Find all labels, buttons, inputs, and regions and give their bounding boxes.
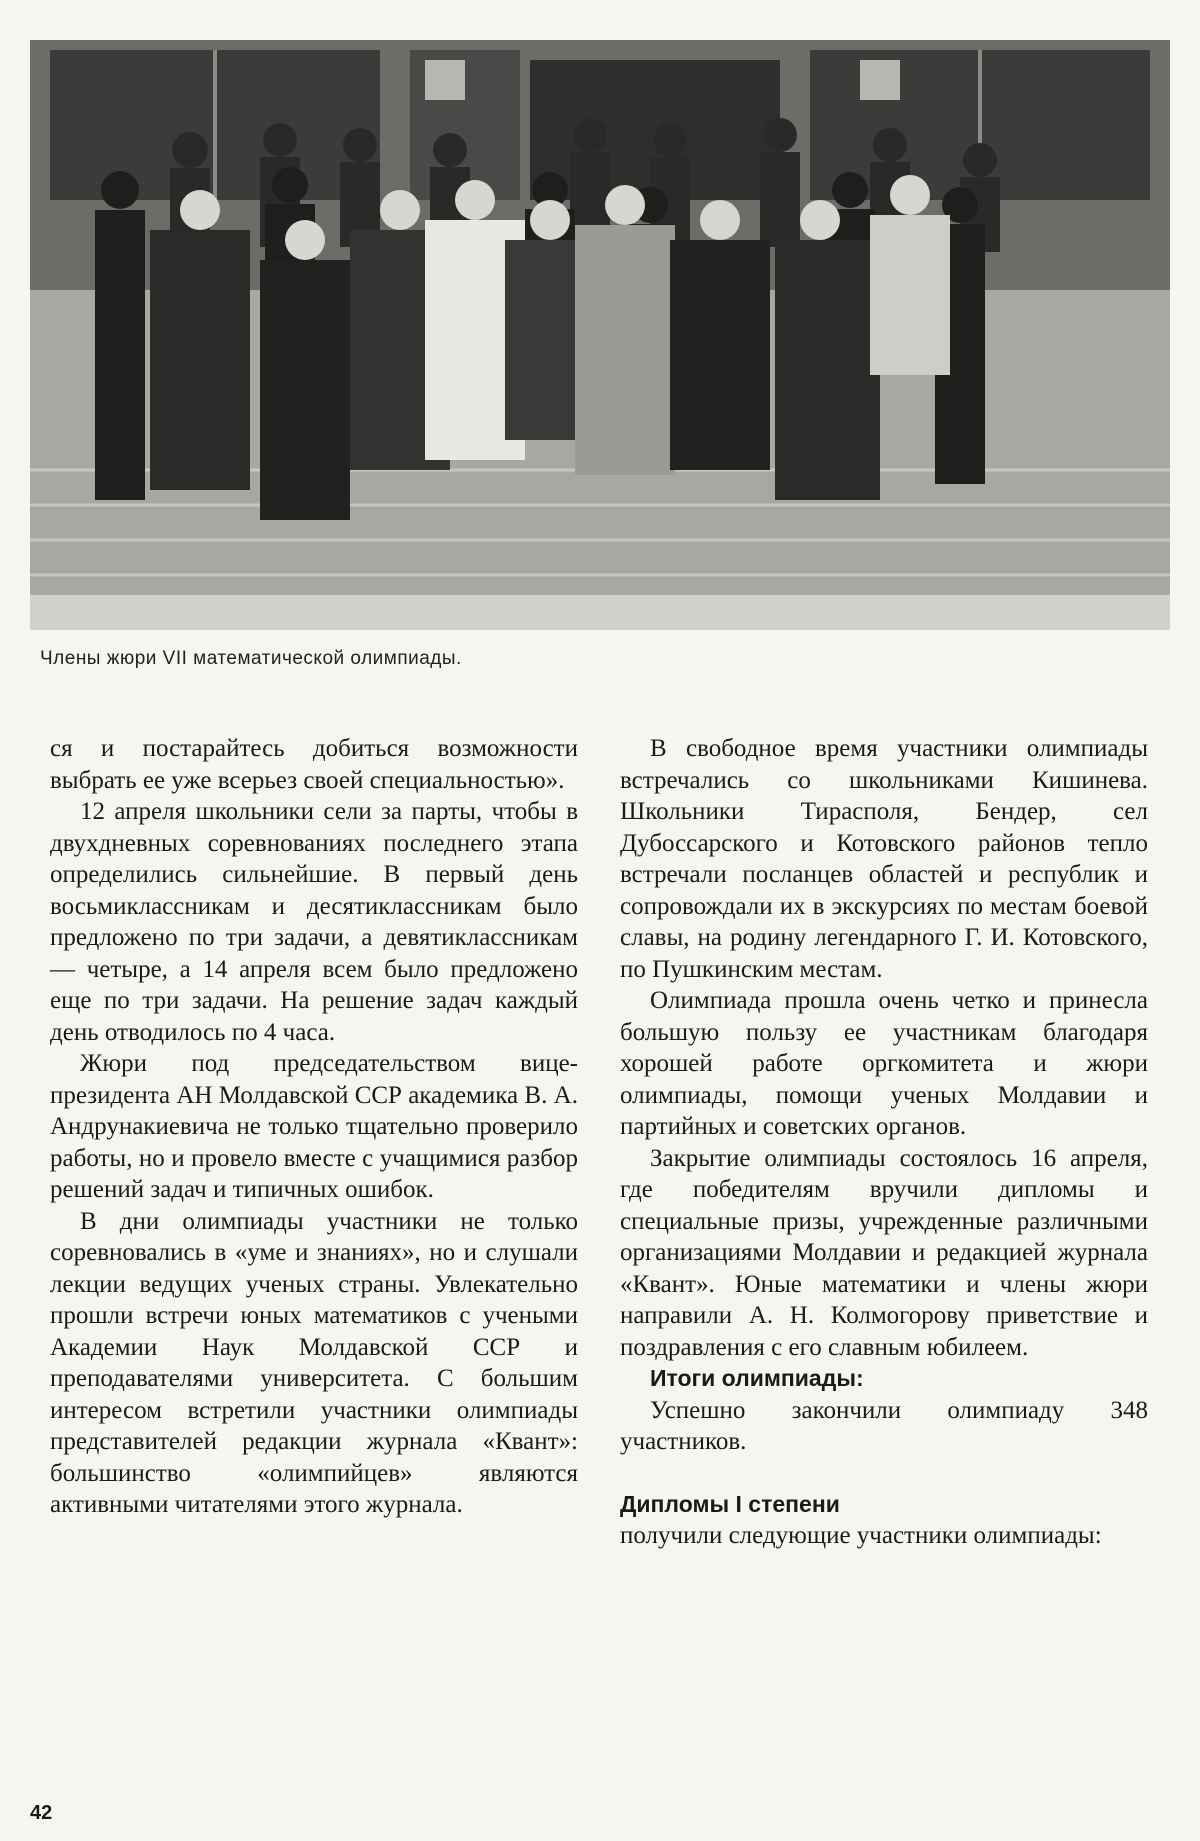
left-text-column	[50, 733, 578, 1521]
diploma-heading: Дипломы I степени	[620, 1490, 840, 1517]
results-text: Успешно закончили олимпиаду 348 участников.	[620, 1396, 1148, 1455]
page-number: 42	[30, 1802, 53, 1824]
photo-illustration	[30, 40, 1170, 630]
results-heading: Итоги олимпиады:	[650, 1365, 864, 1391]
jury-group-photo	[30, 40, 1170, 630]
paragraph: В свободное время участники олимпиады встречались со школьниками Кишинева. Школьники Тирасполя, Бендер, сел Дубоссарского и Котовского районов тепло встречали посланцев областей и республик и сопровождали их в экскурсиях по местам боевой славы, на родину легендарного Г. И. Котовского, по Пушкинским местам.	[620, 735, 1148, 983]
paragraph: 12 апреля школьники сели за парты, чтобы в двухдневных соревнованиях последнего этапа определились сильнейшие. В первый день восьмиклассникам и десятиклассникам было предложено по три задачи, а девятиклассникам — четыре, а 14 апреля всем было предложено еще по три задачи. На решение задач каждый день отводилось по 4 часа.	[50, 798, 578, 1046]
paragraph: Жюри под председательством вице-президента АН Молдавской ССР академика В. А. Андрунакиевича не только тщательно проверило работы, но и провело вместе с учащимися разбор решений задач и типичных ошибок.	[50, 1050, 578, 1203]
paragraph: Закрытие олимпиады состоялось 16 апреля, где победителям вручили дипломы и специальные призы, учрежденные различными организациями Молдавии и редакцией журнала «Квант». Юные математики и члены жюри направили А. Н. Колмогорову приветствие и поздравления с его славным юбилеем.	[620, 1144, 1148, 1361]
photo-caption: Члены жюри VII математической олимпиады.	[40, 648, 462, 669]
right-text-column	[620, 733, 1148, 1552]
paragraph: В дни олимпиады участники не только соревновались в «уме и знаниях», но и слушали лекции ведущих ученых страны. Увлекательно прошли встречи юных математиков с учеными Академии Наук Молдавской ССР и преподавателями университета. С большим интересом встретили участники олимпиады представителей редакции журнала «Квант»: большинство «олимпийцев» являются активными читателями этого журнала.	[50, 1207, 578, 1518]
diploma-text: получили следующие участники олимпиады:	[620, 1522, 1102, 1549]
paragraph: Олимпиада прошла очень четко и принесла большую пользу ее участникам благодаря хорошей работе оргкомитета и жюри олимпиады, помощи ученых Молдавии и партийных и советских органов.	[620, 987, 1148, 1140]
paragraph: ся и постарайтесь добиться возможности выбрать ее уже всерьез своей специальностью».	[50, 735, 578, 794]
